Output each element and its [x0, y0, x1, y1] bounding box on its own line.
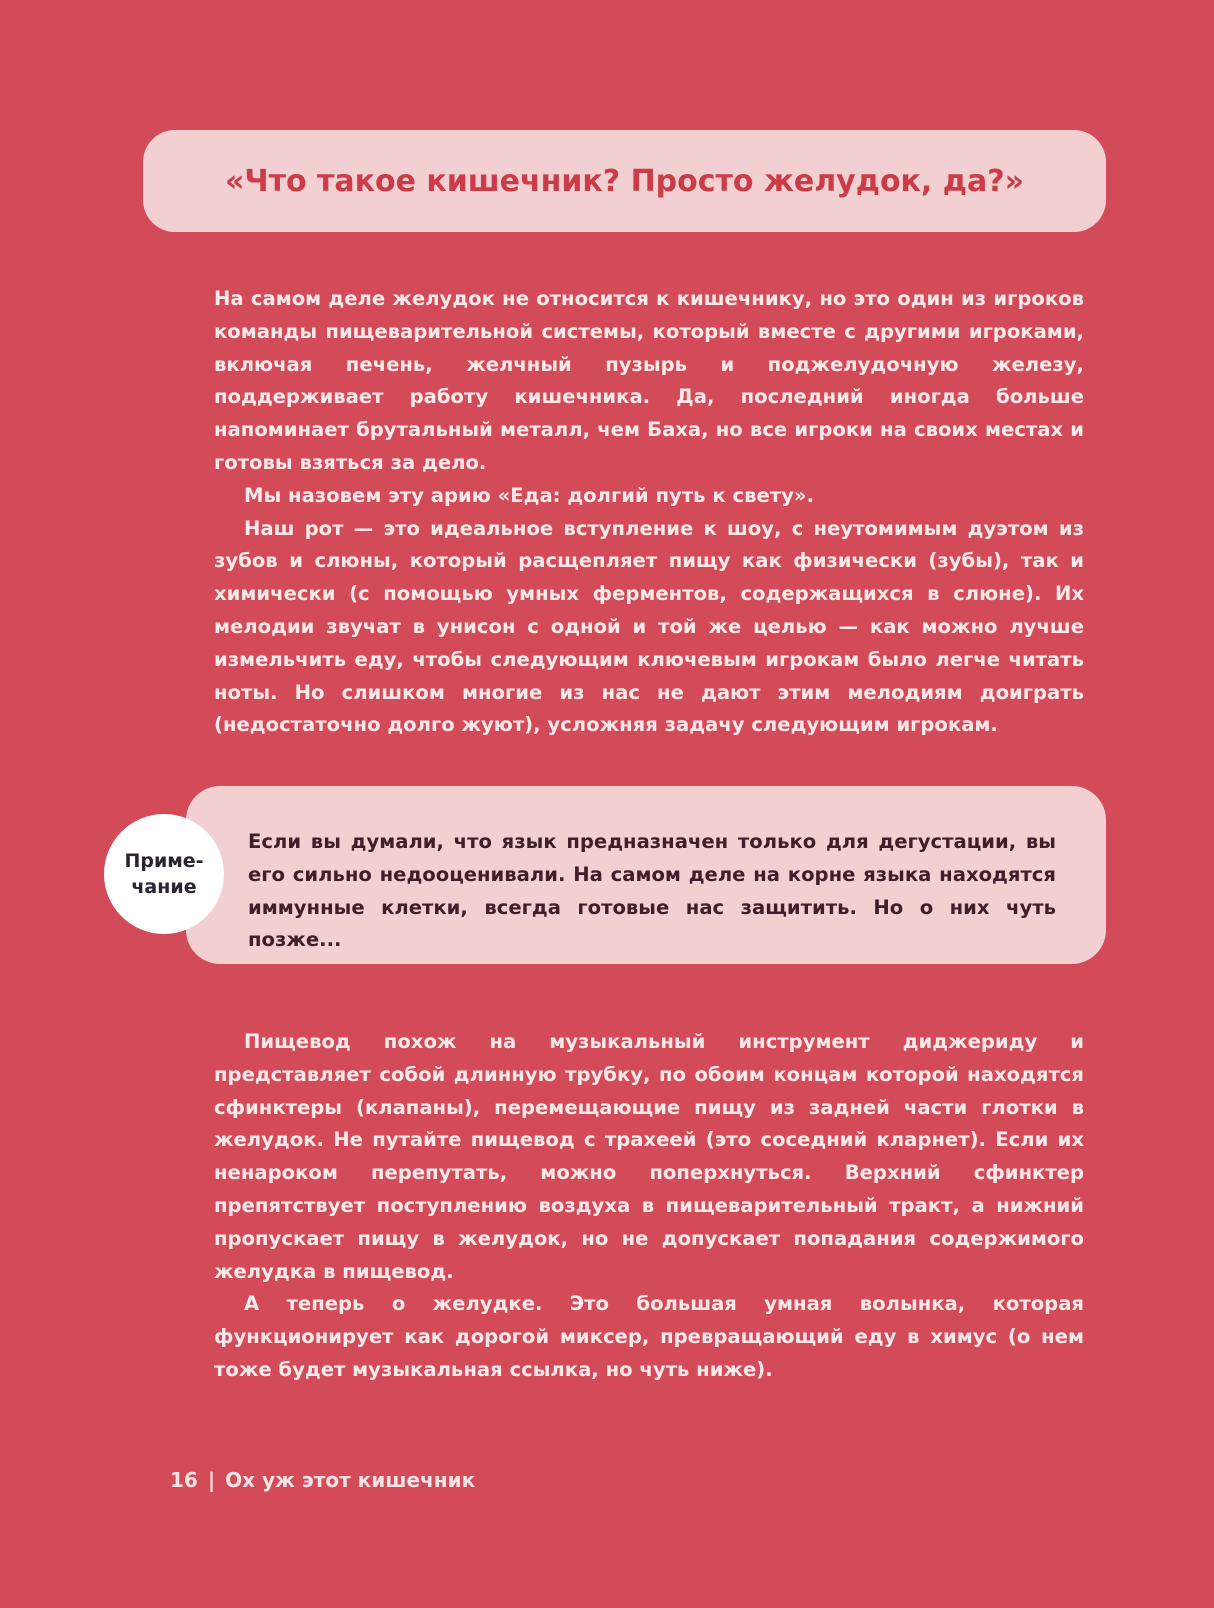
paragraph: А теперь о желудке. Это большая умная волынка, которая функционирует как дорогой миксер, превращающий еду в химус (о нем тоже будет музыкальная ссылка, но чуть ниже). [214, 1292, 1084, 1381]
section-title-box [143, 130, 1106, 232]
note-badge-label: Приме- чание [124, 850, 204, 898]
paragraph: Пищевод похож на музыкальный инструмент диджериду и представляет собой длинную трубку, по обоим концам которой находятся сфинктеры (клапаны), перемещающие пищу из задней части глотки в желудок. Не путайте пищевод с трахеей (это соседний кларнет). Если их ненароком перепутать, можно поперхнуться. Верхний сфинктер препятствует поступлению воздуха в пищеварительный тракт, а нижний пропускает пищу в желудок, но не допускает попадания содержимого желудка в пищевод. [214, 1030, 1084, 1283]
paragraph: Мы назовем эту арию «Еда: долгий путь к свету». [244, 483, 815, 507]
footer-separator: | [207, 1468, 216, 1492]
note-box [186, 786, 1106, 964]
paragraph: Наш рот — это идеальное вступление к шоу, с неутомимым дуэтом из зубов и слюны, который расщепляет пищу как физически (зубы), так и химически (с помощью умных ферментов, содержащихся в слюне). Их мелодии звучат в унисон с одной и той же целью — как можно лучше измельчить еду, чтобы следующим ключевым игрокам было легче читать ноты. Но слишком многие из нас не дают этим мелодиям доиграть (недостаточно долго жуют), усложняя задачу следующим игрокам. [214, 516, 1084, 737]
page-footer [170, 1468, 475, 1492]
page-number: 16 [170, 1468, 198, 1492]
paragraph: На самом деле желудок не относится к кишечнику, но это один из игроков команды пищеварительной системы, который вместе с другими игроками, включая печень, желчный пузырь и поджелудочную железу, поддерживает работу кишечника. Да, последний иногда больше напоминает брутальный металл, чем Баха, но все игроки на своих местах и готовы взяться за дело. [214, 287, 1084, 474]
book-title: Ох уж этот кишечник [225, 1468, 476, 1492]
section-title: «Что такое кишечник? Просто желудок, да?» [224, 163, 1025, 199]
note-text: Если вы думали, что язык предназначен только для дегустации, вы его сильно недооценивали. На самом деле на корне языка находятся иммунные клетки, всегда готовые нас защитить. Но о них чуть позже... [248, 830, 1056, 952]
body-section-2 [214, 1026, 1084, 1387]
note-badge [104, 814, 224, 934]
body-section-1 [214, 283, 1084, 742]
